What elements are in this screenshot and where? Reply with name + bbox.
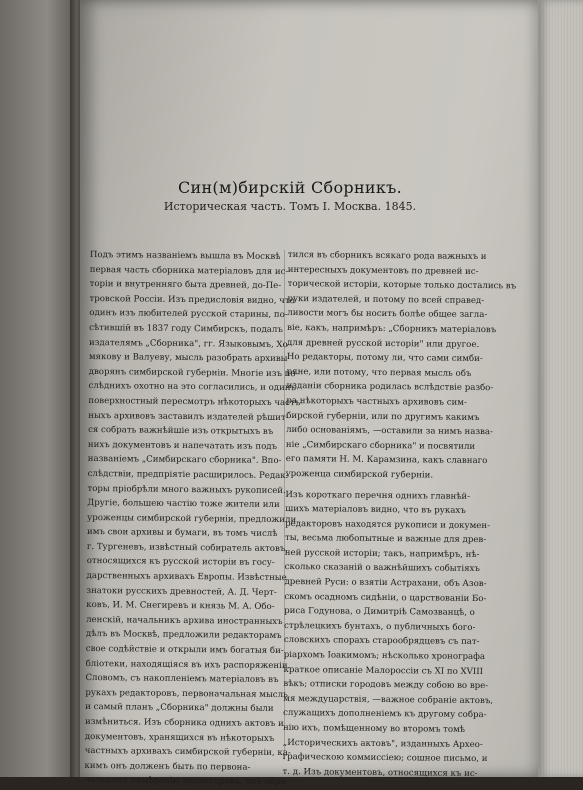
text-line: ра нѣкоторыхъ частныхъ архивовъ сим- bbox=[286, 395, 467, 408]
article-title: Син(м)бирскій Сборникъ. bbox=[177, 178, 403, 197]
text-line: вѣкъ; отписки городовъ между собою во вре- bbox=[283, 679, 489, 692]
text-line: дѣлъ въ Москвѣ, предложили редакторамъ bbox=[85, 629, 282, 642]
page-edges bbox=[538, 0, 583, 777]
text-line: свое содѣйствіе и открыли имъ богатыя би- bbox=[85, 644, 284, 657]
text-line: ся собрать важнѣйшіе изъ открытыхъ въ bbox=[88, 425, 274, 438]
text-line: торіи и внутренняго быта древней, до-Пе- bbox=[89, 279, 282, 292]
text-line: либо основаніямъ, —оставили за нимъ назва- bbox=[286, 425, 493, 438]
text-line: знатоки русскихъ древностей, А. Д. Черт- bbox=[86, 585, 277, 598]
text-line: ріархомъ Іоакимомъ; нѣсколько хронографа bbox=[283, 650, 486, 663]
text-line: мякову и Валуеву, мысль разобрать архивы bbox=[88, 352, 288, 365]
text-line: документовъ, хранящихся въ нѣкоторыхъ bbox=[84, 731, 275, 744]
text-line: дворянъ симбирской губерніи. Многіе изъ по- bbox=[88, 366, 299, 379]
text-line: Словомъ, съ накопленіемъ матеріаловъ въ bbox=[85, 673, 279, 686]
text-line: бліотеки, находящіяся въ ихъ распоряженіи. bbox=[85, 658, 291, 671]
text-line: служащихъ дополненіемъ къ другому собра- bbox=[283, 708, 487, 721]
text-line: ныхъ архивовъ заставилъ издателей рѣшит- bbox=[88, 410, 289, 423]
text-line: мя междуцарствія, —важное собраніе актовъ, bbox=[283, 693, 494, 706]
left-text-column bbox=[84, 248, 304, 790]
text-line: віе, какъ, напримѣръ: „Сборникъ матеріаловъ bbox=[287, 322, 497, 336]
text-line: поверхностный пересмотръ нѣкоторыхъ частъ- bbox=[88, 395, 304, 409]
text-line: Другіе, большею частію тоже жители или bbox=[87, 498, 280, 511]
text-line: названіемъ „Симбирскаго сборника". Впо- bbox=[87, 454, 282, 467]
text-line: изданіи сборника родилась вслѣдствіе разбо- bbox=[286, 381, 494, 394]
text-line: древней Руси: о взятіи Астрахани, объ Азов- bbox=[284, 577, 487, 590]
text-line: ней русской исторіи; такъ, напримѣръ, нѣ- bbox=[284, 547, 480, 560]
text-line: дарственныхъ архивахъ Европы. Извѣстные bbox=[86, 571, 287, 584]
text-line: нихъ документовъ и напечатать изъ подъ bbox=[87, 439, 278, 452]
text-line: кимъ онъ долженъ быть по первона- bbox=[84, 760, 251, 773]
text-line: первая часть сборника матеріаловъ для ис- bbox=[89, 264, 289, 277]
right-text-column bbox=[282, 248, 517, 781]
text-line: г. Тургеневъ, извѣстный собиратель актовъ, bbox=[86, 541, 289, 554]
text-line: для древней русской исторіи" или другое. bbox=[286, 337, 480, 350]
text-line: частныхъ архивахъ симбирской губерніи, ка- bbox=[84, 746, 291, 759]
text-line: уроженцы симбирской губерніи, предложили bbox=[87, 512, 297, 525]
text-line: ливости могъ бы носить болѣе общее загла- bbox=[287, 308, 488, 321]
facing-page bbox=[0, 0, 78, 777]
text-line: ленскій, начальникъ архива иностранныхъ bbox=[86, 614, 283, 627]
text-line: тился въ сборникъ всякаго рода важныхъ и bbox=[287, 249, 487, 263]
text-line: сколько сказаній о важнѣйшихъ событіяхъ bbox=[284, 562, 480, 575]
text-line: краткое описаніе Малороссіи съ XI по XVIII bbox=[283, 664, 484, 677]
text-line: чальному намѣренію редакторовъ, онъ обра- bbox=[84, 775, 289, 788]
text-line: ты, весьма любопытные и важные для древ- bbox=[284, 533, 487, 546]
text-line: Но редакторы, потому ли, что сами симби- bbox=[286, 352, 483, 365]
text-line: издателямъ „Сборника", гг. Языковымъ, Хо- bbox=[88, 337, 291, 350]
article-subtitle: Историческая часть. Томъ I. Москва. 1845. bbox=[163, 200, 417, 213]
text-line: словскихъ спорахъ старообрядцевъ съ пат- bbox=[283, 635, 480, 648]
text-line: стрѣлецкихъ бунтахъ, о публичныхъ бого- bbox=[283, 620, 476, 633]
text-line: рукахъ редакторовъ, первоначальная мысль bbox=[85, 687, 288, 700]
text-line: нію ихъ, помѣщенному во второмъ томѣ bbox=[282, 722, 466, 735]
text-line: руки издателей, и потому по всей справед- bbox=[287, 293, 485, 306]
text-line: интересныхъ документовъ по древней ис- bbox=[287, 264, 479, 277]
text-line: бирской губерніи, или по другимъ какимъ bbox=[286, 410, 480, 423]
text-line: относящихся къ русской исторіи въ госу- bbox=[86, 556, 275, 569]
text-line: графическою коммиссіею; сошное письмо, и bbox=[282, 752, 488, 765]
text-line: слѣднихъ охотно на это согласились, и одинъ bbox=[88, 381, 297, 394]
text-line: имъ свои архивы и бумаги, въ томъ числѣ bbox=[86, 527, 278, 540]
text-line: одинъ изъ любителей русской старины, по- bbox=[89, 308, 288, 321]
text-line: „Историческихъ актовъ", изданныхъ Архео- bbox=[282, 737, 483, 750]
text-line: Изъ короткаго перечня однихъ главнѣй- bbox=[285, 489, 471, 502]
text-line: риса Годунова, о Димитріѣ Самозванцѣ, о bbox=[284, 606, 475, 619]
text-line: сѣтившій въ 1837 году Симбирскъ, подалъ bbox=[89, 322, 283, 335]
text-line: Подъ этимъ названіемъ вышла въ Москвѣ bbox=[89, 249, 281, 262]
text-line: т. д. Изъ документовъ, относящихся къ ис- bbox=[282, 766, 478, 779]
text-line: его памяти Н. М. Карамзина, какъ славнаго bbox=[285, 454, 488, 467]
text-line: редакторовъ находятся рукописи и докумен- bbox=[285, 518, 491, 531]
text-line: уроженца симбирской губерніи. bbox=[285, 468, 434, 481]
text-line: и самый планъ „Сборника" должны были bbox=[85, 702, 274, 715]
text-line: слѣдствіи, предпріятіе расширилось. Редак- bbox=[87, 468, 289, 481]
text-line: ніе „Симбирскаго сборника" и посвятили bbox=[285, 439, 476, 452]
text-line: скомъ осадномъ сидѣніи, о царствованіи Бо- bbox=[284, 591, 487, 604]
text-line: торы пріобрѣли много важныхъ рукописей. bbox=[87, 483, 286, 496]
text-line: тровской Россіи. Изъ предисловія видно, что bbox=[89, 293, 295, 306]
text-line: измѣниться. Изъ сборника однихъ актовъ и bbox=[84, 716, 284, 730]
text-line: торической исторіи, которые только достались въ bbox=[287, 279, 517, 292]
text-line: ряне, или потому, что первая мысль объ bbox=[286, 366, 472, 379]
text-line: ковъ, И. М. Снегиревъ и князь М. А. Обо- bbox=[86, 600, 275, 613]
text-line: шихъ матеріаловъ видно, что въ рукахъ bbox=[285, 504, 466, 516]
